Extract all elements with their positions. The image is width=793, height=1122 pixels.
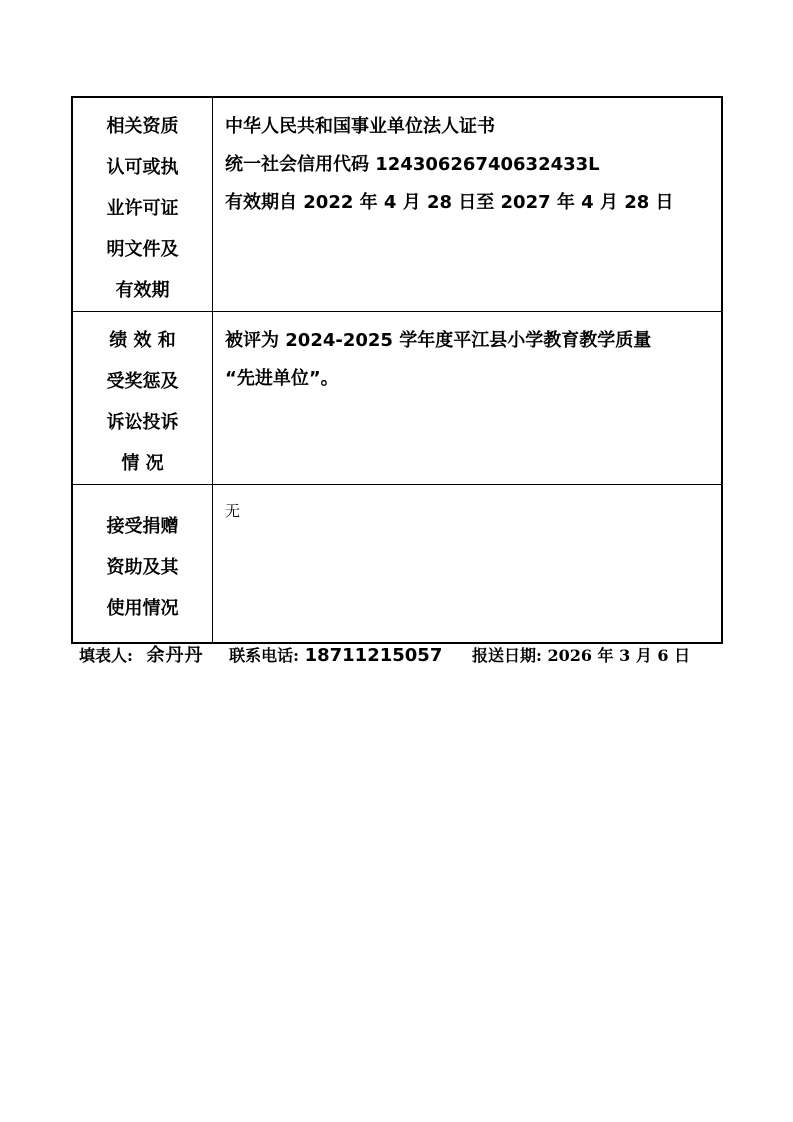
row-content-cell: [213, 97, 723, 312]
table-row: [72, 485, 722, 644]
form-footer: [79, 644, 719, 668]
content-line: “先进单位”。: [225, 368, 339, 389]
row-label-line: 有效期: [115, 280, 170, 301]
row-label-line: 明文件及: [106, 239, 179, 260]
row-label-cell: [72, 97, 213, 312]
content-line: 中华人民共和国事业单位法人证书: [225, 116, 495, 137]
row-content-cell: [213, 485, 723, 644]
date-value: 2026 年 3 月 6 日: [547, 646, 691, 665]
row-label-line: 认可或执: [106, 157, 179, 178]
filler-name: 余丹丹: [146, 645, 204, 666]
row-label-line: 诉讼投诉: [106, 412, 179, 433]
content-line: 被评为 2024-2025 学年度平江县小学教育教学质量: [225, 330, 652, 351]
filler-label: 填表人:: [79, 646, 133, 665]
report-table: [71, 96, 723, 644]
row-label-line: 使用情况: [106, 598, 179, 619]
content-line: 有效期自 2022 年 4 月 28 日至 2027 年 4 月 28 日: [225, 192, 674, 213]
row-content-cell: [213, 312, 723, 485]
row-label-cell: [72, 485, 213, 644]
row-label-line: 相关资质: [106, 116, 179, 137]
content-text: 无: [225, 502, 241, 520]
table-row: [72, 97, 722, 312]
row-label-line: 资助及其: [106, 557, 179, 578]
row-label-line: 业许可证: [106, 198, 179, 219]
row-label-line: 受奖惩及: [106, 371, 179, 392]
row-label-cell: [72, 312, 213, 485]
row-label-line: 接受捐赠: [106, 516, 179, 537]
phone-value: 18711215057: [304, 645, 443, 666]
row-label-line: 情 况: [121, 453, 164, 474]
date-label: 报送日期:: [471, 646, 542, 665]
content-line: 统一社会信用代码 12430626740632433L: [225, 154, 600, 175]
row-label-line: 绩 效 和: [109, 330, 176, 351]
table-row: [72, 312, 722, 485]
phone-label: 联系电话:: [229, 646, 299, 665]
